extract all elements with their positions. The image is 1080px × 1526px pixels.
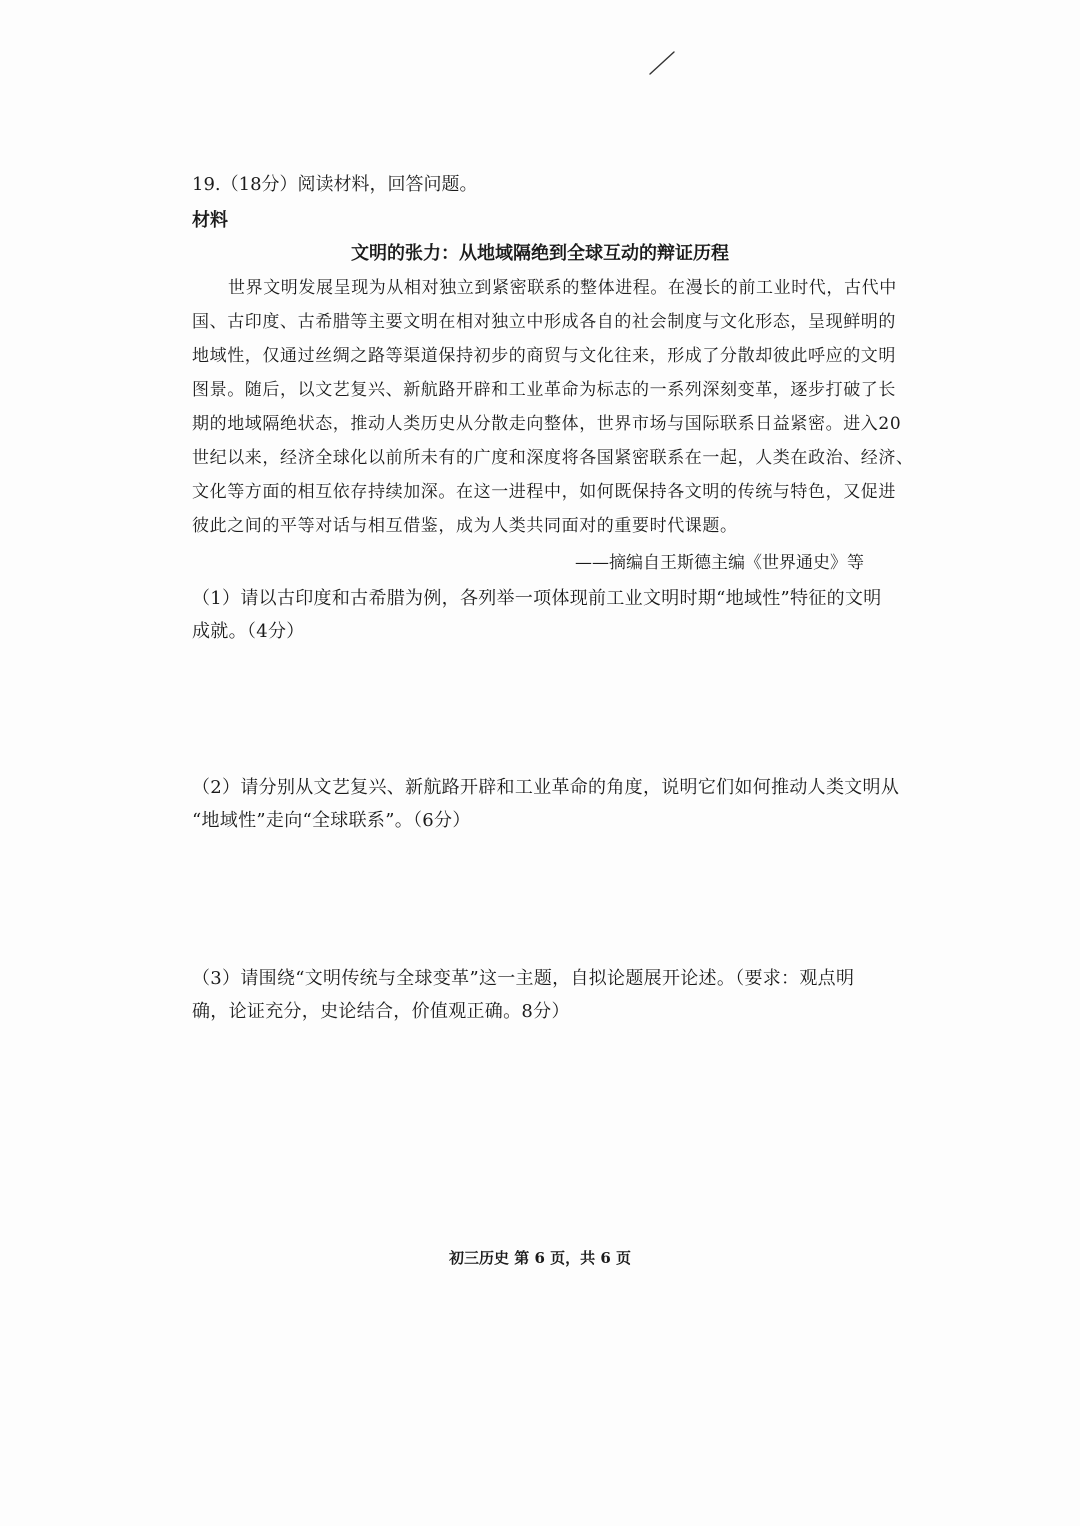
material-body (192, 275, 914, 547)
material-line: 国、古印度、古希腊等主要文明在相对独立中形成各自的社会制度与文化形态，呈现鲜明的 (192, 312, 896, 332)
sub-question-line: （2）请分别从文艺复兴、新航路开辟和工业革命的角度，说明它们如何推动人类文明从 (192, 777, 900, 798)
sub-question-line: （3）请围绕“文明传统与全球变革”这一主题，自拟论题展开论述。（要求：观点明 (192, 968, 855, 989)
sub-question-line: 成就。（4分） (192, 621, 305, 642)
material-line: 图景。随后，以文艺复兴、新航路开辟和工业革命为标志的一系列深刻变革，逐步打破了长 (192, 380, 896, 400)
sub-question-3 (192, 966, 892, 1032)
sub-question-1 (192, 586, 892, 652)
pen-stroke-mark (648, 50, 676, 76)
sub-question-2 (192, 775, 900, 841)
sub-question-line: “地域性”走向“全球联系”。（6分） (192, 810, 471, 831)
material-line: 世纪以来，经济全球化以前所未有的广度和深度将各国紧密联系在一起，人类在政治、经济、 (192, 448, 914, 468)
material-line: 地域性，仅通过丝绸之路等渠道保持初步的商贸与文化往来，形成了分散却彼此呼应的文明 (192, 346, 896, 366)
material-line: 文化等方面的相互依存持续加深。在这一进程中，如何既保持各文明的传统与特色，又促进 (192, 482, 896, 502)
sub-question-line: 确，论证充分，史论结合，价值观正确。8分） (192, 1001, 570, 1022)
material-source: ——摘编自王斯德主编《世界通史》等 (575, 553, 864, 573)
material-label: 材料 (192, 210, 228, 231)
page-footer: 初三历史 第 6 页，共 6 页 (449, 1249, 631, 1267)
material-line: 期的地域隔绝状态，推动人类历史从分散走向整体，世界市场与国际联系日益紧密。进入20 (192, 414, 902, 434)
sub-question-line: （1）请以古印度和古希腊为例，各列举一项体现前工业文明时期“地域性”特征的文明 (192, 588, 882, 609)
question-header: 19.（18分）阅读材料，回答问题。 (192, 174, 478, 195)
material-line: 世界文明发展呈现为从相对独立到紧密联系的整体进程。在漫长的前工业时代，古代中 (228, 278, 897, 298)
material-title: 文明的张力：从地域隔绝到全球互动的辩证历程 (351, 243, 729, 264)
material-line: 彼此之间的平等对话与相互借鉴，成为人类共同面对的重要时代课题。 (192, 516, 738, 536)
